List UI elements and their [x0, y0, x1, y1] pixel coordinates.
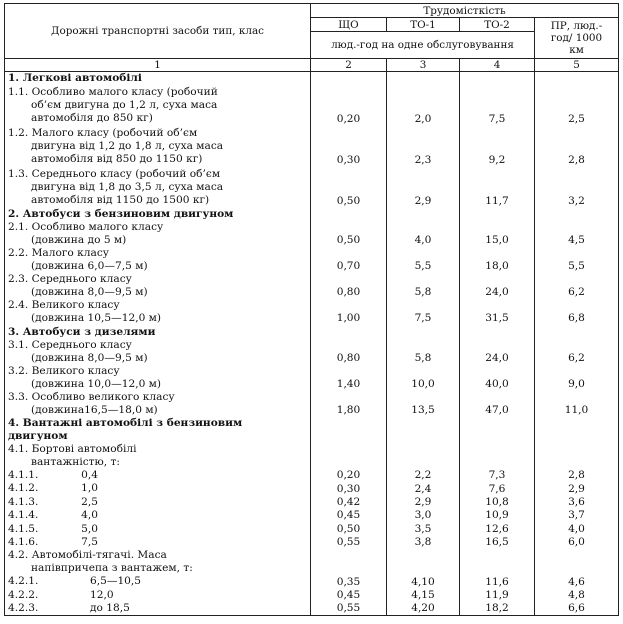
section-title: 2. Автобуси з бензиновим двигуном	[5, 208, 311, 221]
table-row	[5, 167, 619, 208]
value-daily: 1,80	[311, 391, 387, 417]
value-repair: 3,7	[535, 509, 619, 522]
value-repair: 2,5	[535, 85, 619, 126]
row-label: 4.1.1. 0,4	[5, 469, 311, 482]
value-repair: 6,0	[535, 536, 619, 549]
value-repair: 11,0	[535, 391, 619, 417]
table-row	[5, 126, 619, 167]
value-daily: 0,45	[311, 509, 387, 522]
value-to1: 13,5	[387, 391, 460, 417]
section-title: 4. Вантажні автомобілі з бензиновим двигуном	[5, 417, 311, 443]
value-to1: 2,3	[387, 126, 460, 167]
unit-header: люд.-год на одне обслуговування	[311, 32, 535, 59]
value-repair: 2,8	[535, 126, 619, 167]
value-to2: 40,0	[460, 365, 535, 391]
table-row	[5, 273, 619, 299]
value-to2: 10,8	[460, 496, 535, 509]
value-daily: 0,45	[311, 589, 387, 602]
subsection-row	[5, 443, 619, 469]
col-index: 3	[387, 59, 460, 72]
section-title: 1. Легкові автомобілі	[5, 72, 311, 86]
value-repair: 6,8	[535, 299, 619, 325]
value-to1: 7,5	[387, 299, 460, 325]
value-daily: 0,50	[311, 522, 387, 535]
value-to2: 10,9	[460, 509, 535, 522]
table-row	[5, 536, 619, 549]
value-to2: 24,0	[460, 273, 535, 299]
value-daily: 1,40	[311, 365, 387, 391]
value-to2: 12,6	[460, 522, 535, 535]
value-repair: 6,6	[535, 602, 619, 616]
value-to2: 18,2	[460, 602, 535, 616]
value-to2: 47,0	[460, 391, 535, 417]
section-title: 3. Автобуси з дизелями	[5, 325, 311, 338]
value-repair: 4,8	[535, 589, 619, 602]
row-label: 1.3. Середнього класу (робочий об’єм двигуна від 1,8 до 3,5 л, суха маса автомобіля від 1150 до 1500 кг)	[5, 167, 311, 208]
value-repair: 9,0	[535, 365, 619, 391]
value-to1: 5,8	[387, 339, 460, 365]
value-daily: 0,55	[311, 602, 387, 616]
section-row	[5, 72, 619, 86]
col-index: 2	[311, 59, 387, 72]
row-label: 4.1.5. 5,0	[5, 522, 311, 535]
table-row	[5, 299, 619, 325]
value-to2: 24,0	[460, 339, 535, 365]
row-label: 4.1.3. 2,5	[5, 496, 311, 509]
value-to1: 2,2	[387, 469, 460, 482]
value-daily: 0,50	[311, 221, 387, 247]
col-header-to1: ТО-1	[387, 18, 460, 32]
value-to1: 4,20	[387, 602, 460, 616]
section-row	[5, 208, 619, 221]
value-to1: 5,8	[387, 273, 460, 299]
table-row	[5, 85, 619, 126]
value-to2: 16,5	[460, 536, 535, 549]
value-repair: 4,6	[535, 575, 619, 588]
value-to1: 3,8	[387, 536, 460, 549]
value-to1: 2,4	[387, 482, 460, 495]
value-repair: 6,2	[535, 273, 619, 299]
table-row	[5, 469, 619, 482]
section-row	[5, 417, 619, 443]
value-to2: 15,0	[460, 221, 535, 247]
col-header-repair: ПР, люд.-год/ 1000 км	[535, 18, 619, 59]
value-repair: 5,5	[535, 247, 619, 273]
table-row	[5, 247, 619, 273]
row-label: 1.1. Особливо малого класу (робочий об’єм двигуна до 1,2 л, суха маса автомобіля до 850 кг)	[5, 85, 311, 126]
row-label: 4.2.2. 12,0	[5, 589, 311, 602]
value-daily: 1,00	[311, 299, 387, 325]
value-daily: 0,50	[311, 167, 387, 208]
value-repair: 4,0	[535, 522, 619, 535]
vehicle-type-header: Дорожні транспортні засоби тип, клас	[5, 4, 311, 59]
col-header-daily: ЩО	[311, 18, 387, 32]
row-label: 2.4. Великого класу (довжина 10,5—12,0 м)	[5, 299, 311, 325]
value-daily: 0,42	[311, 496, 387, 509]
table-row	[5, 522, 619, 535]
labor-intensity-table	[4, 3, 619, 616]
col-index: 5	[535, 59, 619, 72]
value-to1: 3,0	[387, 509, 460, 522]
value-daily: 0,80	[311, 273, 387, 299]
row-label: 3.3. Особливо великого класу (довжина16,5—18,0 м)	[5, 391, 311, 417]
value-repair: 2,8	[535, 469, 619, 482]
value-repair: 3,2	[535, 167, 619, 208]
row-label: 4.2.3. до 18,5	[5, 602, 311, 616]
value-daily: 0,30	[311, 126, 387, 167]
value-to2: 31,5	[460, 299, 535, 325]
subsection-row	[5, 549, 619, 575]
value-repair: 6,2	[535, 339, 619, 365]
value-to1: 5,5	[387, 247, 460, 273]
row-label: 3.1. Середнього класу (довжина 8,0—9,5 м)	[5, 339, 311, 365]
value-to2: 7,3	[460, 469, 535, 482]
table-row	[5, 496, 619, 509]
value-to2: 11,7	[460, 167, 535, 208]
value-to1: 4,10	[387, 575, 460, 588]
subsection-title: 4.2. Автомобілі-тягачі. Маса напівпричепа з вантажем, т:	[5, 549, 311, 575]
value-to2: 18,0	[460, 247, 535, 273]
section-row	[5, 325, 619, 338]
subsection-title: 4.1. Бортові автомобілі вантажністю, т:	[5, 443, 311, 469]
value-to2: 7,6	[460, 482, 535, 495]
row-label: 4.1.6. 7,5	[5, 536, 311, 549]
row-label: 4.1.2. 1,0	[5, 482, 311, 495]
row-label: 2.3. Середнього класу (довжина 8,0—9,5 м)	[5, 273, 311, 299]
col-header-to2: ТО-2	[460, 18, 535, 32]
row-label: 2.2. Малого класу (довжина 6,0—7,5 м)	[5, 247, 311, 273]
value-to1: 3,5	[387, 522, 460, 535]
col-index: 1	[5, 59, 311, 72]
table-row	[5, 589, 619, 602]
value-to1: 2,9	[387, 496, 460, 509]
table-row	[5, 482, 619, 495]
table-row	[5, 339, 619, 365]
value-to1: 2,9	[387, 167, 460, 208]
value-to1: 4,15	[387, 589, 460, 602]
table-row	[5, 509, 619, 522]
value-daily: 0,20	[311, 469, 387, 482]
value-repair: 3,6	[535, 496, 619, 509]
value-daily: 0,70	[311, 247, 387, 273]
labor-intensity-header: Трудомісткість	[311, 4, 619, 18]
row-label: 2.1. Особливо малого класу (довжина до 5 м)	[5, 221, 311, 247]
col-index: 4	[460, 59, 535, 72]
value-repair: 4,5	[535, 221, 619, 247]
value-daily: 0,35	[311, 575, 387, 588]
value-daily: 0,20	[311, 85, 387, 126]
table-row	[5, 221, 619, 247]
row-label: 1.2. Малого класу (робочий об’єм двигуна від 1,2 до 1,8 л, суха маса автомобіля від 850 до 1150 кг)	[5, 126, 311, 167]
value-repair: 2,9	[535, 482, 619, 495]
table-row	[5, 391, 619, 417]
value-to1: 4,0	[387, 221, 460, 247]
row-label: 4.1.4. 4,0	[5, 509, 311, 522]
value-daily: 0,55	[311, 536, 387, 549]
value-to2: 9,2	[460, 126, 535, 167]
value-to2: 7,5	[460, 85, 535, 126]
table-row	[5, 575, 619, 588]
value-to2: 11,6	[460, 575, 535, 588]
value-to1: 10,0	[387, 365, 460, 391]
value-to2: 11,9	[460, 589, 535, 602]
table-row	[5, 602, 619, 616]
row-label: 3.2. Великого класу (довжина 10,0—12,0 м)	[5, 365, 311, 391]
value-daily: 0,80	[311, 339, 387, 365]
value-daily: 0,30	[311, 482, 387, 495]
row-label: 4.2.1. 6,5—10,5	[5, 575, 311, 588]
table-row	[5, 365, 619, 391]
value-to1: 2,0	[387, 85, 460, 126]
